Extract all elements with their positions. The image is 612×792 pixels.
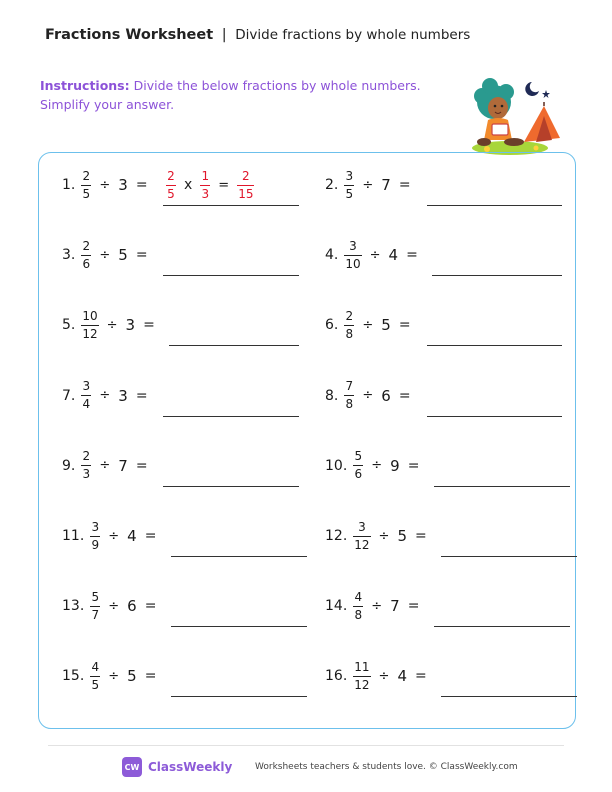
numerator: 2 xyxy=(82,168,91,183)
denominator: 5 xyxy=(82,186,91,201)
equals-sign: = xyxy=(415,528,427,544)
fraction-bar xyxy=(81,395,91,396)
numerator: 7 xyxy=(345,379,354,394)
example-result xyxy=(237,169,254,202)
fraction-bar xyxy=(166,185,176,186)
numerator: 3 xyxy=(91,519,100,534)
problem-number: 15. xyxy=(62,668,85,685)
problem-item xyxy=(325,511,570,561)
divide-sign: ÷ xyxy=(99,388,111,404)
equals-sign: = xyxy=(143,317,155,334)
dividend-fraction xyxy=(344,379,354,412)
equals-sign: = xyxy=(406,247,418,264)
numerator: 3 xyxy=(345,168,354,183)
fraction-bar xyxy=(344,255,361,256)
divide-sign: ÷ xyxy=(362,388,374,404)
numerator: 3 xyxy=(349,238,357,253)
problem-expression xyxy=(62,581,307,631)
denominator: 12 xyxy=(354,537,370,552)
divide-sign: ÷ xyxy=(108,668,120,684)
divide-sign: ÷ xyxy=(106,317,118,333)
divisor: 4 xyxy=(397,667,407,686)
problem-expression xyxy=(325,651,570,701)
example-reciprocal xyxy=(200,169,210,202)
numerator: 2 xyxy=(345,308,354,323)
problem-item xyxy=(325,581,570,631)
divisor: 4 xyxy=(127,527,137,545)
problem-number: 13. xyxy=(62,598,85,615)
answer-line[interactable] xyxy=(427,205,562,206)
fraction-bar xyxy=(81,325,98,326)
problem-item xyxy=(325,371,570,421)
fraction-bar xyxy=(353,536,370,537)
numerator: 2 xyxy=(82,238,91,253)
answer-line[interactable] xyxy=(427,345,562,346)
divisor: 7 xyxy=(381,176,391,194)
equals-sign: = xyxy=(144,598,157,615)
divide-sign: ÷ xyxy=(108,598,120,614)
divide-sign: ÷ xyxy=(371,458,383,474)
equals-sign: = xyxy=(398,317,411,334)
equals-sign: = xyxy=(135,457,148,474)
answer-line[interactable] xyxy=(171,696,307,697)
divide-sign: ÷ xyxy=(378,528,390,544)
divisor: 3 xyxy=(118,176,128,194)
answer-line[interactable] xyxy=(434,626,570,627)
divisor: 5 xyxy=(118,246,128,265)
fraction-bar xyxy=(81,185,91,186)
fraction-bar xyxy=(344,325,354,326)
fraction-bar xyxy=(353,606,363,607)
denominator: 5 xyxy=(91,677,100,692)
problem-expression xyxy=(325,511,570,561)
answer-line[interactable] xyxy=(441,696,577,697)
fraction-bar xyxy=(237,185,254,186)
problem-expression xyxy=(62,441,307,491)
fraction-bar xyxy=(90,536,100,537)
equals-sign: = xyxy=(135,247,148,264)
example-fraction-1 xyxy=(166,169,176,202)
denominator: 12 xyxy=(354,677,370,692)
fraction-bar xyxy=(353,676,370,677)
denominator: 8 xyxy=(345,397,354,412)
equals-sign: = xyxy=(407,457,420,474)
problem-number: 14. xyxy=(325,598,348,615)
divide-sign: ÷ xyxy=(99,177,111,193)
divisor: 3 xyxy=(118,386,128,405)
answer-line[interactable] xyxy=(163,486,299,487)
dividend-fraction xyxy=(81,239,91,272)
problem-expression xyxy=(62,300,307,350)
problem-number: 5. xyxy=(62,317,76,334)
equals-sign: = xyxy=(135,177,148,193)
dividend-fraction xyxy=(344,169,354,202)
problem-number: 11. xyxy=(62,528,85,544)
logo-abbr: CW xyxy=(124,762,140,772)
numerator: 3 xyxy=(358,519,366,534)
problem-item xyxy=(62,371,307,421)
divide-sign: ÷ xyxy=(362,317,374,333)
answer-line[interactable] xyxy=(169,345,299,346)
problem-item xyxy=(325,651,570,701)
divide-sign: ÷ xyxy=(378,668,390,684)
footer-tagline: Worksheets teachers & students love. © ClassWeekly.com xyxy=(255,762,518,772)
numerator: 4 xyxy=(91,659,100,674)
divide-sign: ÷ xyxy=(362,177,374,193)
footer xyxy=(0,754,612,782)
divisor: 6 xyxy=(381,386,391,405)
denominator: 3 xyxy=(82,467,91,482)
problem-expression xyxy=(325,441,570,491)
numerator: 2 xyxy=(82,449,91,464)
divisor: 7 xyxy=(118,456,128,475)
dividend-fraction xyxy=(353,520,370,553)
numerator: 11 xyxy=(354,659,370,674)
dividend-fraction xyxy=(81,379,91,412)
problem-item xyxy=(325,230,570,280)
divisor: 5 xyxy=(397,527,407,545)
problem-expression xyxy=(325,230,570,280)
problem-number: 16. xyxy=(325,668,348,685)
divide-sign: ÷ xyxy=(99,247,111,263)
problem-expression xyxy=(62,511,307,561)
divisor: 6 xyxy=(127,597,137,616)
problem-number: 8. xyxy=(325,387,339,404)
problem-expression xyxy=(62,371,307,421)
dividend-fraction xyxy=(90,520,100,553)
denominator: 15 xyxy=(238,186,254,201)
answer-line[interactable] xyxy=(434,486,570,487)
equals-sign: = xyxy=(144,528,157,544)
denominator: 6 xyxy=(82,256,91,271)
problem-number: 9. xyxy=(62,457,76,474)
denominator: 9 xyxy=(91,537,100,552)
denominator: 3 xyxy=(201,186,210,201)
worksheet-subtitle: Divide fractions by whole numbers xyxy=(235,27,471,43)
problem-number: 7. xyxy=(62,387,76,404)
divisor: 9 xyxy=(390,456,400,475)
problem-expression xyxy=(62,651,307,701)
problem-expression xyxy=(325,300,570,350)
answer-line[interactable] xyxy=(441,556,577,557)
numerator: 4 xyxy=(354,589,363,604)
divide-sign: ÷ xyxy=(369,247,381,263)
problem-number: 10. xyxy=(325,457,348,474)
dividend-fraction xyxy=(81,169,91,202)
instructions-text: Divide the below fractions by whole numbers. Simplify your answer. xyxy=(40,78,421,112)
equals-sign: = xyxy=(135,387,148,404)
divisor: 5 xyxy=(127,667,137,686)
instructions xyxy=(40,76,440,114)
divide-sign: ÷ xyxy=(99,458,111,474)
numerator: 10 xyxy=(82,308,98,323)
example-equals-sign: = xyxy=(218,177,230,193)
dividend-fraction xyxy=(81,449,91,482)
divisor: 3 xyxy=(125,316,136,335)
numerator: 2 xyxy=(167,168,175,183)
problem-number: 12. xyxy=(325,528,348,544)
fraction-bar xyxy=(81,465,91,466)
numerator: 5 xyxy=(354,449,363,464)
fraction-bar xyxy=(81,255,91,256)
equals-sign: = xyxy=(144,668,157,685)
instructions-label: Instructions: xyxy=(40,78,130,93)
answer-line[interactable] xyxy=(432,275,562,276)
problem-expression xyxy=(325,160,570,210)
problem-item xyxy=(325,300,570,350)
divisor: 4 xyxy=(388,246,399,265)
denominator: 8 xyxy=(354,607,363,622)
problem-expression xyxy=(325,371,570,421)
fraction-bar xyxy=(344,185,354,186)
problem-item xyxy=(62,581,307,631)
problem-number: 4. xyxy=(325,247,339,264)
problem-item xyxy=(62,300,307,350)
child-reading-camping-illustration xyxy=(462,72,572,158)
answer-line[interactable] xyxy=(163,275,299,276)
dividend-fraction xyxy=(353,660,370,693)
fraction-bar xyxy=(344,395,354,396)
divide-sign: ÷ xyxy=(371,598,383,614)
problem-expression xyxy=(62,230,307,280)
problem-item xyxy=(325,441,570,491)
problem-number: 6. xyxy=(325,317,339,334)
denominator: 8 xyxy=(345,326,354,341)
worksheet-header xyxy=(45,27,470,43)
denominator: 7 xyxy=(91,607,100,622)
problem-item xyxy=(325,160,570,210)
denominator: 5 xyxy=(345,186,354,201)
numerator: 2 xyxy=(242,168,250,183)
denominator: 6 xyxy=(354,467,363,482)
worked-example xyxy=(166,160,254,210)
denominator: 4 xyxy=(82,397,91,412)
fraction-bar xyxy=(353,465,363,466)
problem-number: 2. xyxy=(325,177,339,193)
header-separator: | xyxy=(221,27,227,43)
worksheet-title: Fractions Worksheet xyxy=(45,27,214,43)
dividend-fraction xyxy=(344,239,361,272)
brand-name: ClassWeekly xyxy=(148,760,233,774)
numerator: 1 xyxy=(201,168,210,183)
equals-sign: = xyxy=(415,668,427,685)
fraction-bar xyxy=(90,606,100,607)
divisor: 7 xyxy=(390,597,400,616)
problem-number: 3. xyxy=(62,247,76,264)
problem-item xyxy=(62,511,307,561)
denominator: 12 xyxy=(82,326,98,341)
numerator: 5 xyxy=(91,589,100,604)
footer-divider xyxy=(48,745,564,746)
answer-line[interactable] xyxy=(427,416,562,417)
multiply-sign: x xyxy=(184,177,193,193)
equals-sign: = xyxy=(407,598,420,615)
dividend-fraction xyxy=(81,309,98,342)
divide-sign: ÷ xyxy=(108,528,120,544)
fraction-bar xyxy=(200,185,210,186)
equals-sign: = xyxy=(398,177,411,193)
denominator: 5 xyxy=(167,186,175,201)
denominator: 10 xyxy=(345,256,361,271)
dividend-fraction xyxy=(353,590,363,623)
dividend-fraction xyxy=(344,309,354,342)
classweekly-logo-icon xyxy=(122,757,142,777)
divisor: 5 xyxy=(381,316,391,335)
dividend-fraction xyxy=(90,660,100,693)
equals-sign: = xyxy=(398,387,411,404)
dividend-fraction xyxy=(90,590,100,623)
problem-item xyxy=(62,651,307,701)
problem-expression xyxy=(325,581,570,631)
answer-line[interactable] xyxy=(171,556,307,557)
problem-number: 1. xyxy=(62,177,76,193)
fraction-bar xyxy=(90,676,100,677)
numerator: 3 xyxy=(82,379,91,394)
answer-line[interactable] xyxy=(163,416,299,417)
problem-item xyxy=(62,230,307,280)
answer-line[interactable] xyxy=(171,626,307,627)
dividend-fraction xyxy=(353,449,363,482)
problem-item xyxy=(62,441,307,491)
